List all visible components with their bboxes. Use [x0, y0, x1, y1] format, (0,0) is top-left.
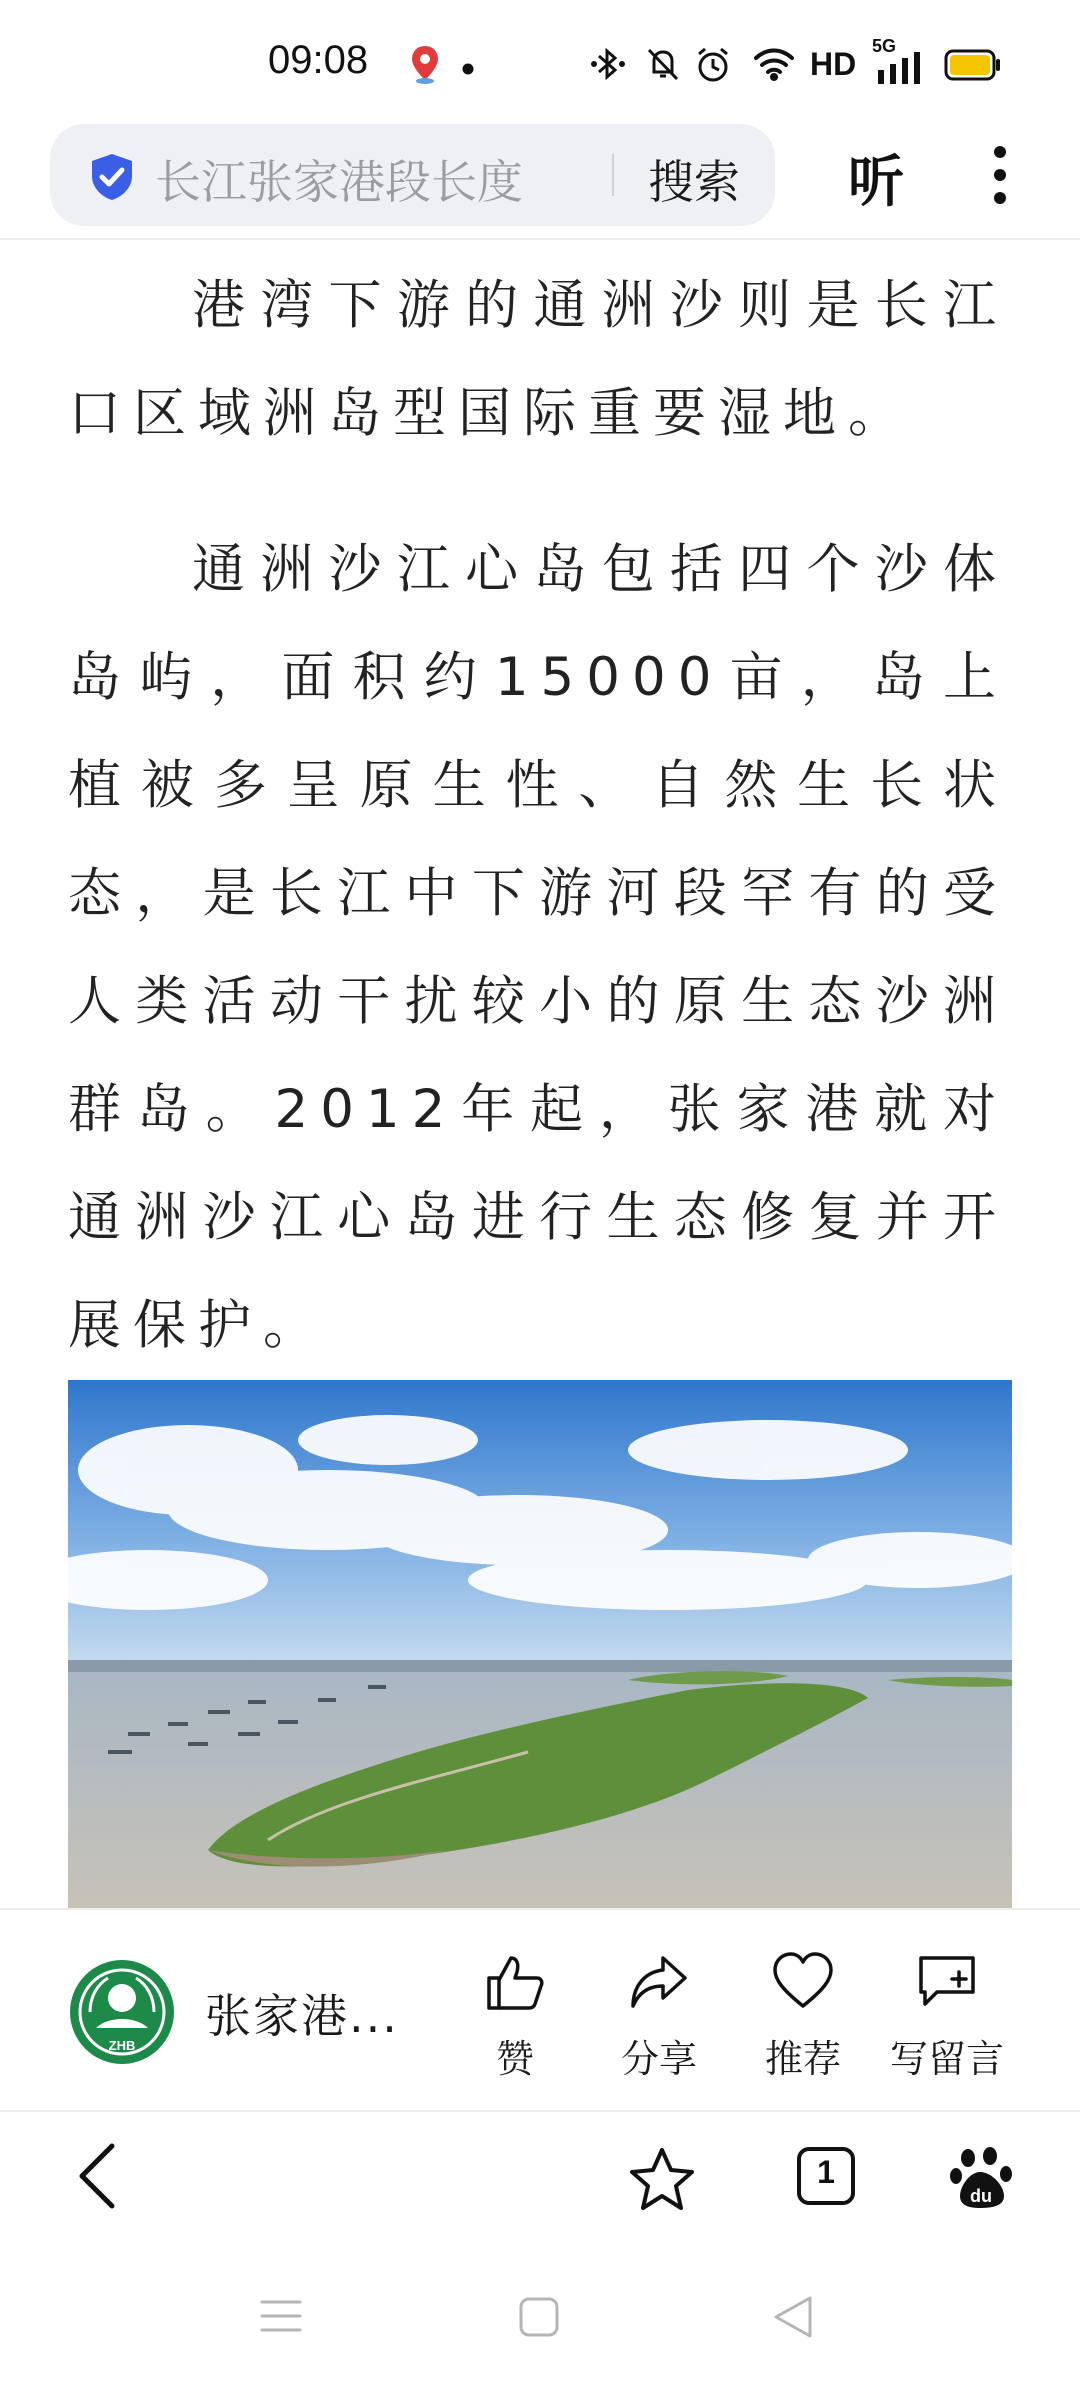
listen-button[interactable]: 听	[848, 150, 904, 215]
location-pin-icon	[408, 44, 442, 88]
shield-icon	[88, 152, 136, 202]
bluetooth-icon	[590, 46, 626, 86]
recommend-button[interactable]	[733, 1950, 873, 2083]
5g-label: 5G	[872, 36, 897, 56]
logo-text: ZHB	[108, 2038, 136, 2053]
baidu-paw-icon[interactable]	[950, 2146, 1014, 2214]
menu-icon[interactable]	[258, 2296, 304, 2340]
signal-icon	[874, 52, 924, 90]
article-action-bar	[0, 1908, 1080, 2112]
star-icon[interactable]	[628, 2146, 696, 2216]
account-logo[interactable]	[68, 1958, 176, 2066]
heart-icon	[771, 1950, 835, 2014]
share-label: 分享	[620, 2037, 697, 2081]
wifi-icon	[752, 46, 796, 86]
comment-button[interactable]	[877, 1950, 1017, 2083]
article-paragraph-2: 通洲沙江心岛包括四个沙体岛屿，面积约15000亩，岛上植被多呈原生性、自然生长状态，是长江中下游河段罕有的受人类活动干扰较小的原生态沙洲群岛。2012年起，张家港就对通洲沙江心岛进行生态修复并开展保护。	[68, 539, 1008, 1356]
share-icon	[627, 1950, 691, 2014]
like-button[interactable]	[445, 1950, 585, 2083]
search-input[interactable]: 长江张家港段长度	[155, 155, 523, 209]
system-navigation-bar	[0, 2250, 1080, 2400]
share-button[interactable]	[589, 1950, 729, 2083]
back-arrow-icon[interactable]	[72, 2140, 122, 2216]
search-bar[interactable]	[50, 124, 775, 226]
home-icon[interactable]	[518, 2296, 560, 2342]
hd-label: HD	[810, 46, 857, 82]
search-divider	[612, 154, 614, 196]
account-name[interactable]: 张家港...	[205, 1989, 399, 2043]
header-divider	[0, 238, 1080, 240]
comment-label: 写留言	[889, 2037, 1004, 2081]
tabs-icon[interactable]	[796, 2146, 856, 2206]
status-time: 09:08	[268, 38, 369, 82]
like-label: 赞	[495, 2037, 534, 2081]
status-bar	[0, 0, 1080, 120]
dot-icon	[462, 60, 474, 79]
bottom-navigation	[0, 2110, 1080, 2240]
search-button[interactable]: 搜索	[648, 155, 740, 209]
more-options-icon[interactable]	[982, 140, 1018, 210]
comment-add-icon	[915, 1950, 979, 2014]
thumbs-up-icon	[483, 1950, 547, 2014]
system-back-icon[interactable]	[770, 2294, 816, 2344]
article-paragraph-1: 港湾下游的通洲沙则是长江口区域洲岛型国际重要湿地。	[68, 275, 1008, 444]
article-photo[interactable]	[68, 1380, 1012, 1908]
svg-text:du: du	[970, 2186, 992, 2206]
recommend-label: 推荐	[764, 2037, 841, 2081]
alarm-icon	[694, 46, 732, 88]
battery-icon	[944, 48, 1002, 86]
mute-bell-icon	[646, 46, 680, 86]
tab-count: 1	[817, 2154, 835, 2190]
